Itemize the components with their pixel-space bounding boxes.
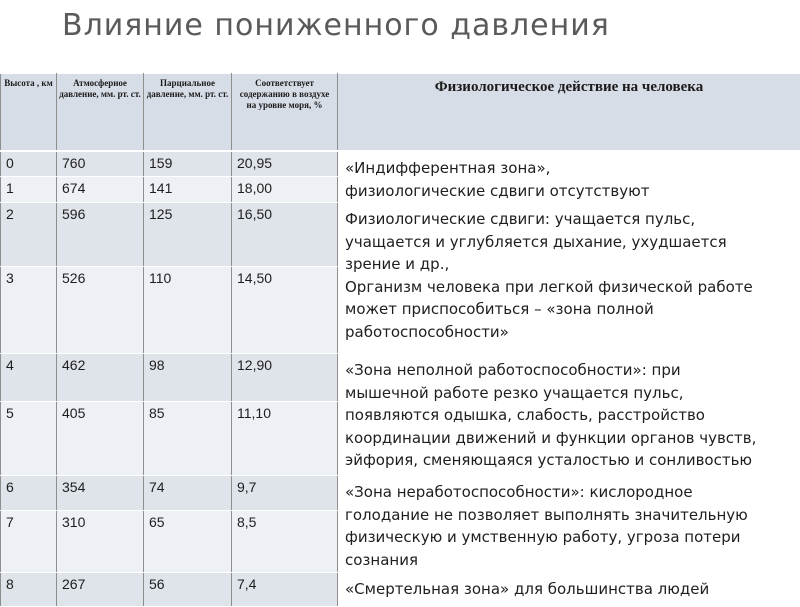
percent-cell: 20,95 — [232, 151, 338, 177]
percent-cell: 7,4 — [232, 573, 338, 607]
percent-cell: 14,50 — [232, 267, 338, 354]
percent-cell: 18,00 — [232, 177, 338, 203]
partial-pressure-cell: 159 — [144, 151, 232, 177]
atmospheric-pressure-cell: 405 — [57, 402, 144, 476]
percent-cell: 12,90 — [232, 354, 338, 402]
atmospheric-pressure-cell: 674 — [57, 177, 144, 203]
altitude-cell: 2 — [1, 203, 57, 267]
header-row — [1, 74, 800, 152]
altitude-cell: 3 — [1, 267, 57, 354]
header-physiological-effect: Физиологическое действие на человека — [338, 74, 800, 152]
percent-cell: 16,50 — [232, 203, 338, 267]
table-row — [1, 203, 800, 267]
atmospheric-pressure-cell: 354 — [57, 476, 144, 511]
partial-pressure-cell: 141 — [144, 177, 232, 203]
table-row — [1, 573, 800, 607]
table-row — [1, 354, 800, 402]
altitude-cell: 7 — [1, 511, 57, 573]
header-partial-pressure: Парциальное давление, мм. рт. ст. — [144, 74, 232, 152]
altitude-cell: 6 — [1, 476, 57, 511]
altitude-cell: 4 — [1, 354, 57, 402]
table-row — [1, 151, 800, 177]
partial-pressure-cell: 98 — [144, 354, 232, 402]
altitude-cell: 8 — [1, 573, 57, 607]
effect-full-capacity-zone: Физиологические сдвиги: учащается пульс, учащается и углубляется дыхание, ухудшается зрение и др., Организм человека при легкой физической работе может приспособиться – «зона полной работоспособности» — [338, 203, 800, 354]
header-atmospheric-pressure: Атмосферное давление, мм. рт. ст. — [57, 74, 144, 152]
atmospheric-pressure-cell: 310 — [57, 511, 144, 573]
altitude-cell: 0 — [1, 151, 57, 177]
partial-pressure-cell: 74 — [144, 476, 232, 511]
partial-pressure-cell: 56 — [144, 573, 232, 607]
atmospheric-pressure-cell: 462 — [57, 354, 144, 402]
partial-pressure-cell: 125 — [144, 203, 232, 267]
partial-pressure-cell: 85 — [144, 402, 232, 476]
effect-incapacity-zone: «Зона неработоспособности»: кислородное голодание не позволяет выполнять значительную физическую и умственную работу, угроза потери сознания — [338, 476, 800, 573]
effect-indifferent-zone: «Индифферентная зона», физиологические сдвиги отсутствуют — [338, 151, 800, 203]
altitude-cell: 5 — [1, 402, 57, 476]
percent-cell: 9,7 — [232, 476, 338, 511]
partial-pressure-cell: 65 — [144, 511, 232, 573]
percent-cell: 11,10 — [232, 402, 338, 476]
altitude-cell: 1 — [1, 177, 57, 203]
atmospheric-pressure-cell: 267 — [57, 573, 144, 607]
percent-cell: 8,5 — [232, 511, 338, 573]
atmospheric-pressure-cell: 596 — [57, 203, 144, 267]
altitude-table — [0, 73, 800, 607]
atmospheric-pressure-cell: 760 — [57, 151, 144, 177]
header-sea-level-equivalent: Соответствует содержанию в воздухе на уровне моря, % — [232, 74, 338, 152]
slide-title: Влияние пониженного давления — [62, 8, 610, 43]
effect-partial-capacity-zone: «Зона неполной работоспособности»: при мышечной работе резко учащается пульс, появляются одышка, слабость, расстройство координации движений и функции органов чувств, эйфория, сменяющаяся усталостью и сонливостью — [338, 354, 800, 476]
atmospheric-pressure-cell: 526 — [57, 267, 144, 354]
table-row — [1, 476, 800, 511]
partial-pressure-cell: 110 — [144, 267, 232, 354]
header-altitude: Высота , км — [1, 74, 57, 152]
effect-deadly-zone: «Смертельная зона» для большинства людей — [338, 573, 800, 607]
